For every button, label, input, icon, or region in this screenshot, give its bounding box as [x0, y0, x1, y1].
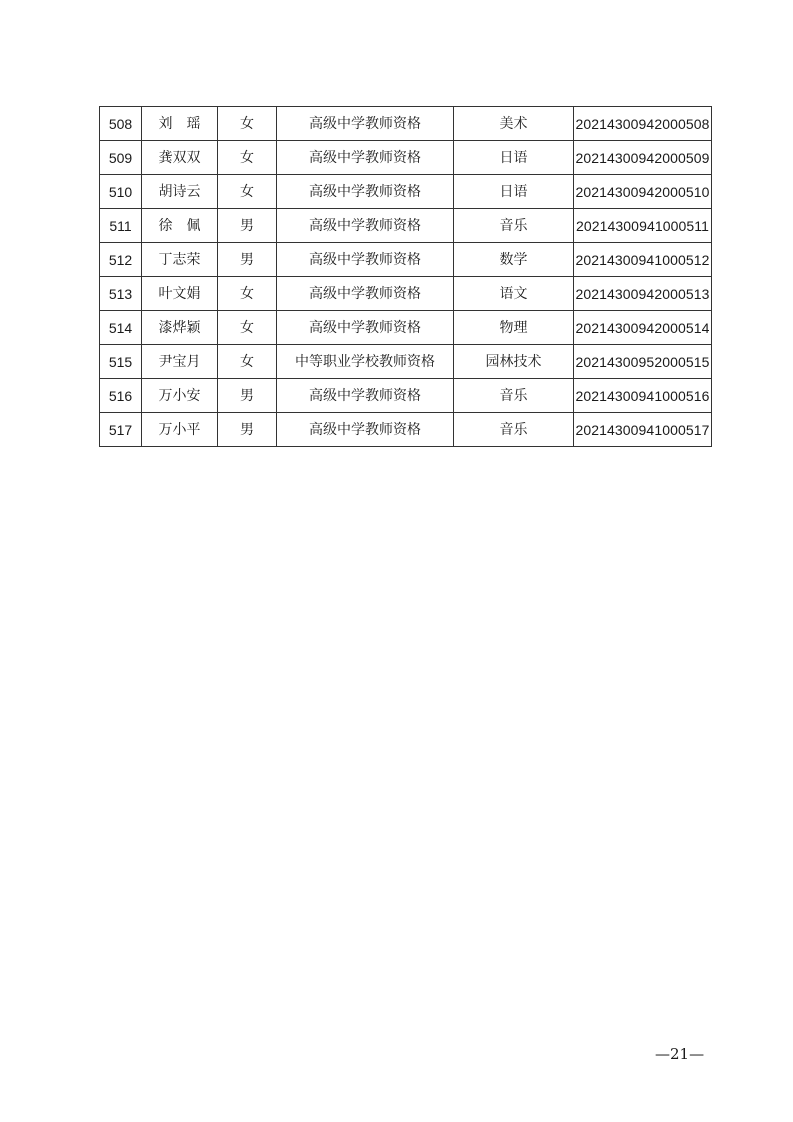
- row-number: 513: [100, 277, 142, 311]
- qualification-type: 高级中学教师资格: [277, 175, 454, 209]
- qualification-type: 高级中学教师资格: [277, 107, 454, 141]
- table-row: [100, 209, 712, 243]
- certificate-number: 20214300941000517: [574, 413, 712, 447]
- person-gender: 女: [218, 345, 277, 379]
- teaching-subject: 美术: [454, 107, 574, 141]
- qualification-type: 高级中学教师资格: [277, 311, 454, 345]
- table-row: [100, 277, 712, 311]
- teaching-subject: 音乐: [454, 209, 574, 243]
- certificate-number: 20214300942000508: [574, 107, 712, 141]
- row-number: 514: [100, 311, 142, 345]
- person-gender: 男: [218, 209, 277, 243]
- row-number: 511: [100, 209, 142, 243]
- person-name: 尹宝月: [142, 345, 218, 379]
- certificate-number: 20214300942000514: [574, 311, 712, 345]
- person-name: 漆烨颖: [142, 311, 218, 345]
- row-number: 515: [100, 345, 142, 379]
- teaching-subject: 语文: [454, 277, 574, 311]
- person-name: 刘 瑶: [142, 107, 218, 141]
- table-row: [100, 311, 712, 345]
- table-row: [100, 243, 712, 277]
- table-row: [100, 141, 712, 175]
- person-name: 丁志荣: [142, 243, 218, 277]
- person-name: 叶文娟: [142, 277, 218, 311]
- person-gender: 男: [218, 413, 277, 447]
- table-row: [100, 345, 712, 379]
- certificate-number: 20214300942000510: [574, 175, 712, 209]
- row-number: 509: [100, 141, 142, 175]
- qualification-type: 高级中学教师资格: [277, 379, 454, 413]
- row-number: 508: [100, 107, 142, 141]
- qualification-type: 高级中学教师资格: [277, 141, 454, 175]
- person-name: 万小平: [142, 413, 218, 447]
- teaching-subject: 日语: [454, 175, 574, 209]
- teaching-subject: 日语: [454, 141, 574, 175]
- person-gender: 男: [218, 243, 277, 277]
- person-name: 徐 佩: [142, 209, 218, 243]
- qualification-type: 高级中学教师资格: [277, 209, 454, 243]
- certificate-number: 20214300952000515: [574, 345, 712, 379]
- certificate-number: 20214300942000509: [574, 141, 712, 175]
- row-number: 517: [100, 413, 142, 447]
- table-row: [100, 107, 712, 141]
- qualification-type: 中等职业学校教师资格: [277, 345, 454, 379]
- certificate-number: 20214300942000513: [574, 277, 712, 311]
- row-number: 510: [100, 175, 142, 209]
- teaching-subject: 音乐: [454, 379, 574, 413]
- person-gender: 女: [218, 277, 277, 311]
- certificate-number: 20214300941000511: [574, 209, 712, 243]
- person-gender: 女: [218, 311, 277, 345]
- person-gender: 女: [218, 107, 277, 141]
- row-number: 516: [100, 379, 142, 413]
- table-row: [100, 413, 712, 447]
- page-number: —21—: [655, 1045, 705, 1063]
- teaching-subject: 物理: [454, 311, 574, 345]
- row-number: 512: [100, 243, 142, 277]
- person-gender: 男: [218, 379, 277, 413]
- table-row: [100, 175, 712, 209]
- qualification-type: 高级中学教师资格: [277, 277, 454, 311]
- teaching-subject: 园林技术: [454, 345, 574, 379]
- person-name: 龚双双: [142, 141, 218, 175]
- roster-table-body: [100, 107, 712, 447]
- qualification-type: 高级中学教师资格: [277, 413, 454, 447]
- person-name: 胡诗云: [142, 175, 218, 209]
- teaching-subject: 数学: [454, 243, 574, 277]
- person-name: 万小安: [142, 379, 218, 413]
- person-gender: 女: [218, 141, 277, 175]
- certificate-number: 20214300941000512: [574, 243, 712, 277]
- qualification-type: 高级中学教师资格: [277, 243, 454, 277]
- certificate-number: 20214300941000516: [574, 379, 712, 413]
- person-gender: 女: [218, 175, 277, 209]
- roster-table: [99, 106, 712, 447]
- teaching-subject: 音乐: [454, 413, 574, 447]
- table-row: [100, 379, 712, 413]
